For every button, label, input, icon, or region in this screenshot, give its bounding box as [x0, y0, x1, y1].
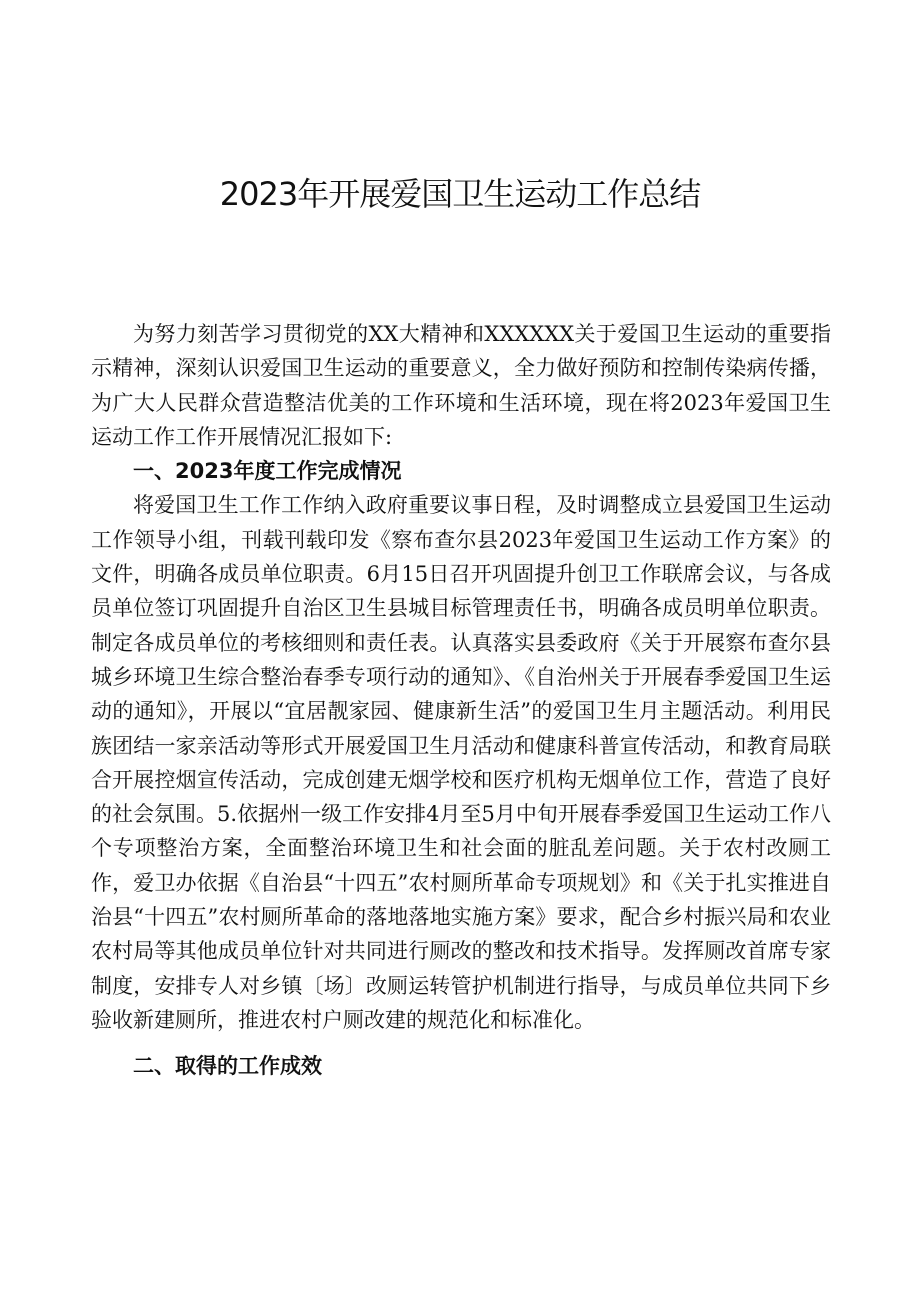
section-body-1: 将爱国卫生工作工作纳入政府重要议事日程，及时调整成立县爱国卫生运动工作领导小组，刊载刊载印发《察布查尔县2023年爱国卫生运动工作方案》的文件，明确各成员单位职责。6月15日召开巩固提升创卫工作联席会议，与各成员单位签订巩固提升自治区卫生县城目标管理责任书，明确各成员明单位职责。制定各成员单位的考核细则和责任表。认真落实县委政府《关于开展察布查尔县城乡环境卫生综合整治春季专项行动的通知》、《自治州关于开展春季爱国卫生运动的通知》，开展以“宜居靓家园、健康新生活”的爱国卫生月主题活动。利用民族团结一家亲活动等形式开展爱国卫生月活动和健康科普宣传活动，和教育局联合开展控烟宣传活动，完成创建无烟学校和医疗机构无烟单位工作，营造了良好的社会氛围。5.依据州一级工作安排4月至5月中旬开展春季爱国卫生运动工作八个专项整治方案，全面整治环境卫生和社会面的脏乱差问题。关于农村改厕工作，爱卫办依据《自治县“十四五”农村厕所革命专项规划》和《关于扎实推进自治县“十四五”农村厕所革命的落地落地实施方案》要求，配合乡村振兴局和农业农村局等其他成员单位针对共同进行厕改的整改和技术指导。发挥厕改首席专家制度，安排专人对乡镇〔场〕改厕运转管护机制进行指导，与成员单位共同下乡验收新建厕所，推进农村户厕改建的规范化和标准化。	[91, 493, 831, 1032]
document-title: 2023年开展爱国卫生运动工作总结	[219, 175, 701, 213]
section-heading-1: 一、2023年度工作完成情况	[133, 459, 402, 484]
intro-paragraph: 为努力刻苦学习贯彻党的XX大精神和XXXXXX关于爱国卫生运动的重要指示精神，深刻认识爱国卫生运动的重要意义，全力做好预防和控制传染病传播，为广大人民群众营造整洁优美的工作环境和生活环境，现在将2023年爱国卫生运动工作工作开展情况汇报如下:	[91, 322, 831, 449]
section-heading-2: 二、取得的工作成效	[133, 1054, 322, 1079]
document-body	[91, 317, 831, 1084]
